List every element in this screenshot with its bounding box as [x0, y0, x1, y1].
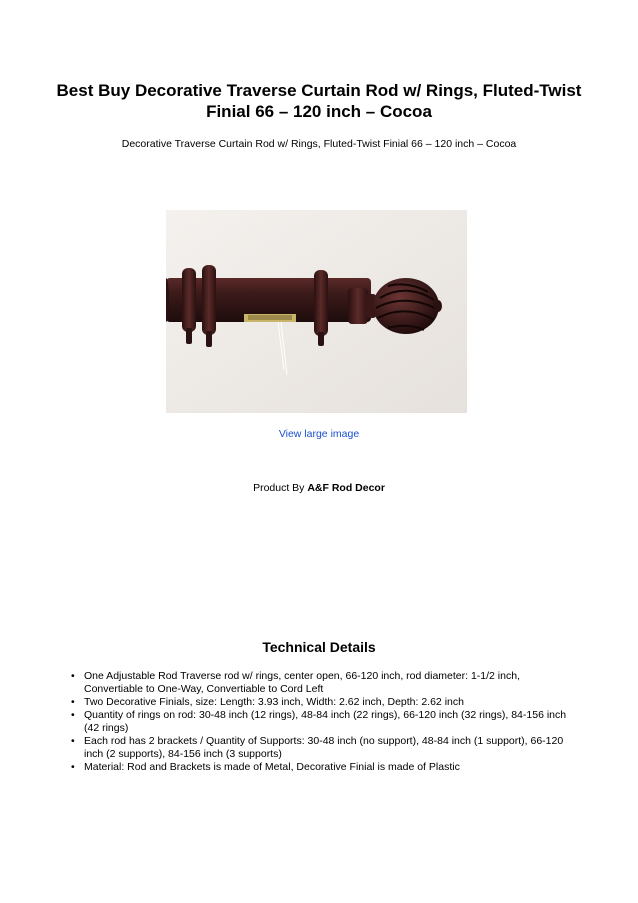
- page-title: Best Buy Decorative Traverse Curtain Rod w/ Rings, Fluted-Twist Finial 66 – 120 inch – Cocoa: [56, 81, 582, 121]
- product-byline: [0, 481, 638, 495]
- bullet-icon: •: [71, 670, 75, 682]
- detail-text: One Adjustable Rod Traverse rod w/ rings, center open, 66-120 inch, rod diameter: 1-1/2 inch, Convertiable to One-Way, Convertiable to Cord Left: [84, 670, 520, 695]
- page-subtitle: Decorative Traverse Curtain Rod w/ Rings, Fluted-Twist Finial 66 – 120 inch – Cocoa: [121, 138, 517, 150]
- technical-details-heading: Technical Details: [262, 639, 376, 655]
- bullet-icon: •: [71, 696, 75, 708]
- list-item: [59, 696, 579, 709]
- list-item: [59, 670, 579, 696]
- list-item: [59, 735, 579, 761]
- detail-text: Quantity of rings on rod: 30-48 inch (12 rings), 48-84 inch (22 rings), 66-120 inch (32 rings), 84-156 inch (42 rings): [84, 709, 567, 734]
- detail-text: Two Decorative Finials, size: Length: 3.93 inch, Width: 2.62 inch, Depth: 2.62 inch: [84, 696, 464, 708]
- view-large-image-link[interactable]: View large image: [278, 428, 360, 440]
- bullet-icon: •: [71, 709, 75, 721]
- technical-details-list: [59, 670, 579, 774]
- list-item: [59, 761, 579, 774]
- view-large-image-link-wrapper: [0, 427, 638, 441]
- detail-text: Material: Rod and Brackets is made of Metal, Decorative Finial is made of Plastic: [84, 761, 460, 773]
- bullet-icon: •: [71, 735, 75, 747]
- product-image[interactable]: [166, 210, 467, 413]
- list-item: [59, 709, 579, 735]
- byline-prefix: Product By: [253, 482, 305, 494]
- detail-text: Each rod has 2 brackets / Quantity of Supports: 30-48 inch (no support), 48-84 inch (1 support), 66-120 inch (2 supports), 84-156 inch (3 supports): [84, 735, 564, 760]
- brand-name: A&F Rod Decor: [307, 482, 385, 494]
- bullet-icon: •: [71, 761, 75, 773]
